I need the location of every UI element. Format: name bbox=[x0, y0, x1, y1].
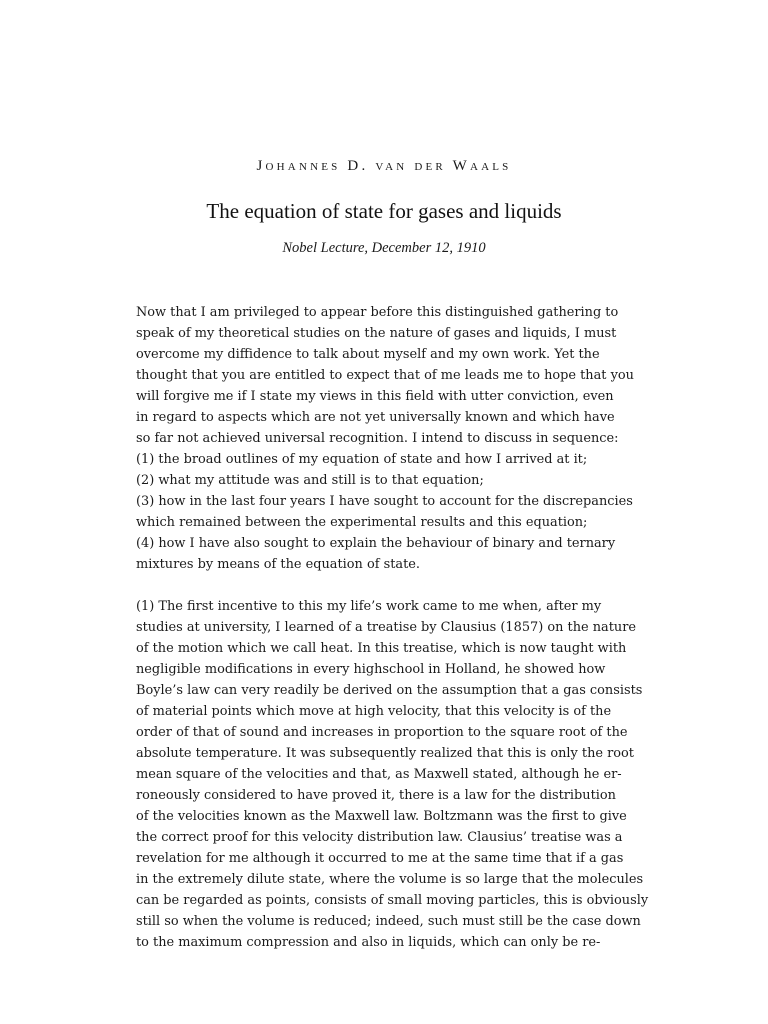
text-line: will forgive me if I state my views in this field with utter conviction, even bbox=[136, 389, 614, 404]
author-name: Johannes D. van der Waals bbox=[256, 158, 512, 174]
text-line: negligible modifications in every highschool in Holland, he showed how bbox=[136, 662, 606, 677]
text-line: order of that of sound and increases in proportion to the square root of the bbox=[136, 725, 628, 740]
text-line: speak of my theoretical studies on the nature of gases and liquids, I must bbox=[136, 326, 617, 341]
text-line: studies at university, I learned of a treatise by Clausius (1857) on the nature bbox=[136, 620, 636, 635]
paragraph-section-1 bbox=[136, 596, 656, 953]
text-line: (1) The first incentive to this my life’s work came to me when, after my bbox=[136, 599, 602, 614]
text-line: of the motion which we call heat. In this treatise, which is now taught with bbox=[136, 641, 627, 656]
text-line: in the extremely dilute state, where the volume is so large that the molecules bbox=[136, 872, 644, 887]
text-line: in regard to aspects which are not yet universally known and which have bbox=[136, 410, 615, 425]
text-line: mixtures by means of the equation of state. bbox=[136, 557, 420, 572]
text-line: (3) how in the last four years I have sought to account for the discrepancies bbox=[136, 494, 633, 509]
paragraph-intro bbox=[136, 302, 656, 575]
text-line: can be regarded as points, consists of small moving particles, this is obviously bbox=[136, 893, 649, 908]
text-line: of material points which move at high velocity, that this velocity is of the bbox=[136, 704, 612, 719]
lecture-subtitle: Nobel Lecture, December 12, 1910 bbox=[282, 240, 486, 256]
text-line: absolute temperature. It was subsequently realized that this is only the root bbox=[136, 746, 634, 761]
text-line: to the maximum compression and also in liquids, which can only be re- bbox=[136, 935, 601, 950]
text-line: of the velocities known as the Maxwell law. Boltzmann was the first to give bbox=[136, 809, 627, 824]
text-line: roneously considered to have proved it, there is a law for the distribution bbox=[136, 788, 616, 803]
text-line: which remained between the experimental results and this equation; bbox=[136, 515, 588, 530]
text-line: (4) how I have also sought to explain the behaviour of binary and ternary bbox=[136, 536, 616, 551]
text-line: (1) the broad outlines of my equation of state and how I arrived at it; bbox=[136, 452, 588, 467]
text-line: (2) what my attitude was and still is to that equation; bbox=[136, 473, 484, 488]
text-line: overcome my diffidence to talk about myself and my own work. Yet the bbox=[136, 347, 600, 362]
text-line: so far not achieved universal recognition. I intend to discuss in sequence: bbox=[136, 431, 619, 446]
text-line: revelation for me although it occurred to me at the same time that if a gas bbox=[136, 851, 624, 866]
text-line: Now that I am privileged to appear before this distinguished gathering to bbox=[136, 305, 619, 320]
text-line: the correct proof for this velocity distribution law. Clausius’ treatise was a bbox=[136, 830, 623, 845]
lecture-title: The equation of state for gases and liquids bbox=[206, 199, 562, 223]
text-line: mean square of the velocities and that, as Maxwell stated, although he er- bbox=[136, 767, 622, 782]
text-line: thought that you are entitled to expect that of me leads me to hope that you bbox=[136, 368, 634, 383]
text-line: Boyle’s law can very readily be derived on the assumption that a gas consists bbox=[136, 683, 643, 698]
text-line: still so when the volume is reduced; indeed, such must still be the case down bbox=[136, 914, 641, 929]
